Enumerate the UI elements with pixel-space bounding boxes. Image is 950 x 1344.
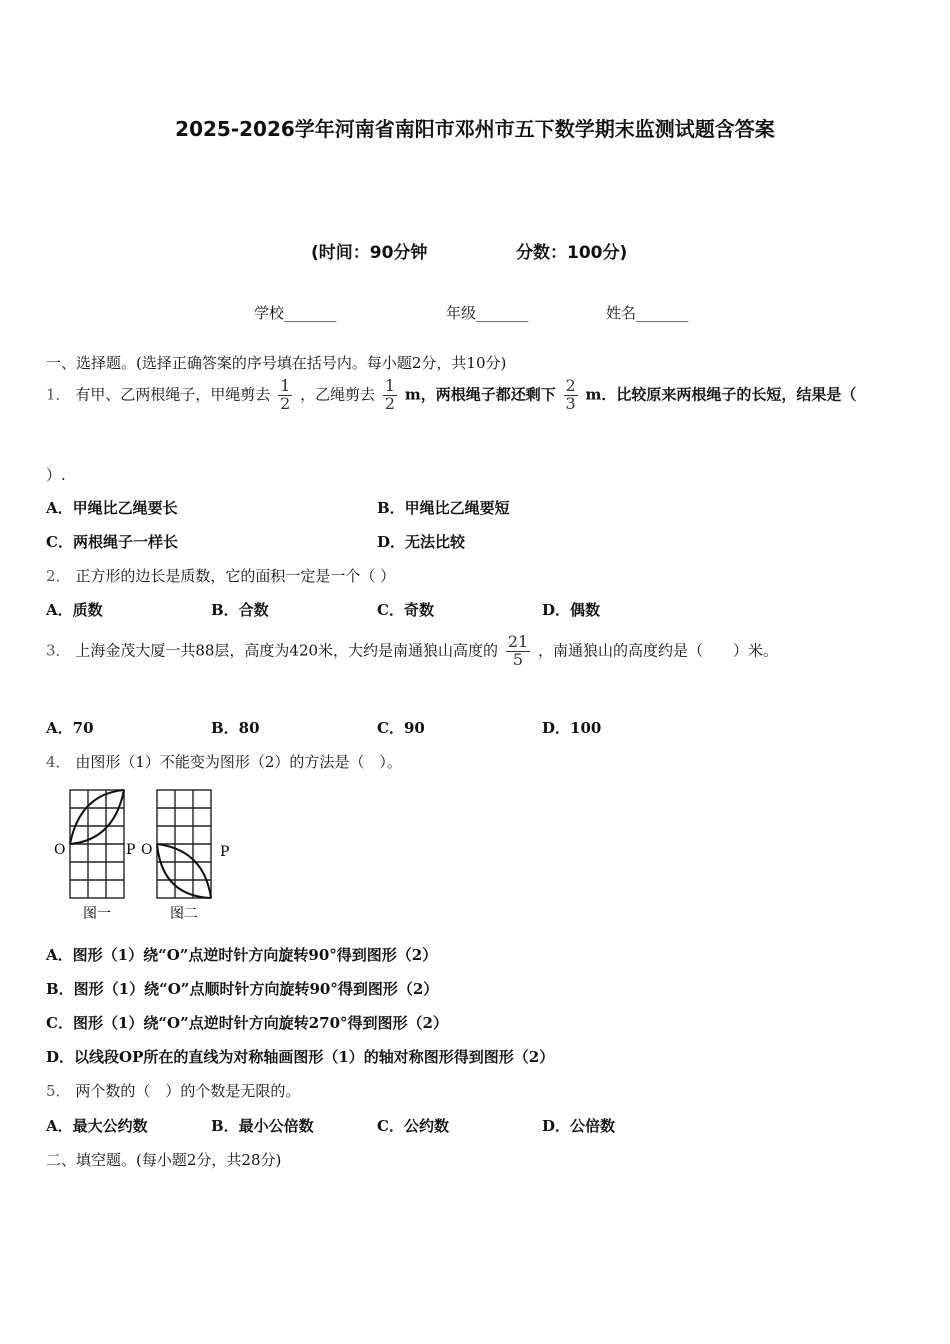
fraction-numerator: 21 [507,632,529,651]
q1-end: ）. [46,466,66,484]
q5-option-d: D．公倍数 [542,1117,616,1135]
q2-option-d: D．偶数 [542,601,601,619]
q4-option-b: B．图形（1）绕“O”点顺时针方向旋转90°得到图形（2） [46,980,439,998]
fraction-numerator: 2 [565,376,576,395]
q1-option-a: A．甲绳比乙绳要长 [46,499,178,517]
q1-text-part3: m，两根绳子都还剩下 [404,385,556,404]
question-3 [46,634,778,669]
figure1-label-o: O [54,842,66,858]
question-5 [46,1080,300,1101]
q4-option-a: A．图形（1）绕“O”点逆时针方向旋转90°得到图形（2） [46,946,438,964]
school-field: 学校_______ [254,304,337,322]
question-4 [46,751,402,772]
q1-option-b: B．甲绳比乙绳要短 [377,499,510,517]
q3-text-part1: 上海金茂大厦一共88层，高度为420米，大约是南通狼山高度的 [75,641,499,660]
q1-text-part1: 有甲、乙两根绳子，甲绳剪去 [75,385,271,404]
figure2-label-p: P [220,844,230,860]
q3-option-a: A．70 [46,719,94,737]
q3-text-part2: ，南通狼山的高度约是（ ）米。 [537,641,778,660]
q4-text: 由图形（1）不能变为图形（2）的方法是（ ）。 [75,753,402,771]
figure1-label-p: P [126,842,136,858]
q4-option-d: D．以线段OP所在的直线为对称轴画图形（1）的轴对称图形得到图形（2） [46,1048,555,1066]
q1-fraction-3 [564,378,578,413]
q5-option-c: C．公约数 [377,1117,449,1135]
question-number: 3． [46,641,71,660]
q5-text: 两个数的（ ）的个数是无限的。 [75,1082,301,1100]
q2-text: 正方形的边长是质数，它的面积一定是一个（ ） [75,567,396,585]
q2-option-a: A．质数 [46,601,103,619]
figure2-grid [157,790,211,898]
question-number: 4． [46,753,71,771]
figure2-label-o: O [141,842,153,858]
q1-fraction-2 [383,378,397,413]
name-field: 姓名_______ [606,304,689,322]
exam-time: (时间：90分钟 [311,243,428,263]
section2-heading: 二、填空题。(每小题2分，共28分) [46,1151,282,1169]
fraction-numerator: 1 [280,376,291,395]
q1-option-c: C．两根绳子一样长 [46,533,178,551]
question-number: 5． [46,1082,71,1100]
page-title: 2025-2026学年河南省南阳市邓州市五下数学期末监测试题含答案 [175,117,775,141]
figure1-caption: 图一 [83,906,111,922]
q5-option-b: B．最小公倍数 [211,1117,314,1135]
question-2 [46,565,395,586]
q2-option-c: C．奇数 [377,601,434,619]
q1-text-part2: ，乙绳剪去 [300,385,376,404]
q5-option-a: A．最大公约数 [46,1117,148,1135]
fraction-numerator: 1 [384,376,396,395]
q3-option-d: D．100 [542,719,602,737]
q2-option-b: B．合数 [211,601,269,619]
fraction-denominator: 5 [506,651,530,669]
exam-score: 分数：100分) [516,243,628,263]
q4-figure [50,786,240,926]
figure1-grid [70,790,124,898]
grade-field: 年级_______ [446,304,529,322]
fraction-denominator: 3 [565,393,576,413]
q1-text-part4: m．比较原来两根绳子的长短，结果是（ [585,385,857,404]
q4-option-c: C．图形（1）绕“O”点逆时针方向旋转270°得到图形（2） [46,1014,448,1032]
fraction-denominator: 2 [280,393,291,413]
q3-fraction [506,634,530,669]
question-1 [46,378,856,413]
q3-option-b: B．80 [211,719,260,737]
section1-heading: 一、选择题。(选择正确答案的序号填在括号内。每小题2分，共10分) [46,354,507,372]
question-number: 1． [46,385,71,404]
figure2-caption: 图二 [170,906,198,922]
question-number: 2． [46,567,71,585]
fraction-denominator: 2 [384,393,396,413]
q1-fraction-1 [278,378,292,413]
q1-option-d: D．无法比较 [377,533,466,551]
q3-option-c: C．90 [377,719,425,737]
